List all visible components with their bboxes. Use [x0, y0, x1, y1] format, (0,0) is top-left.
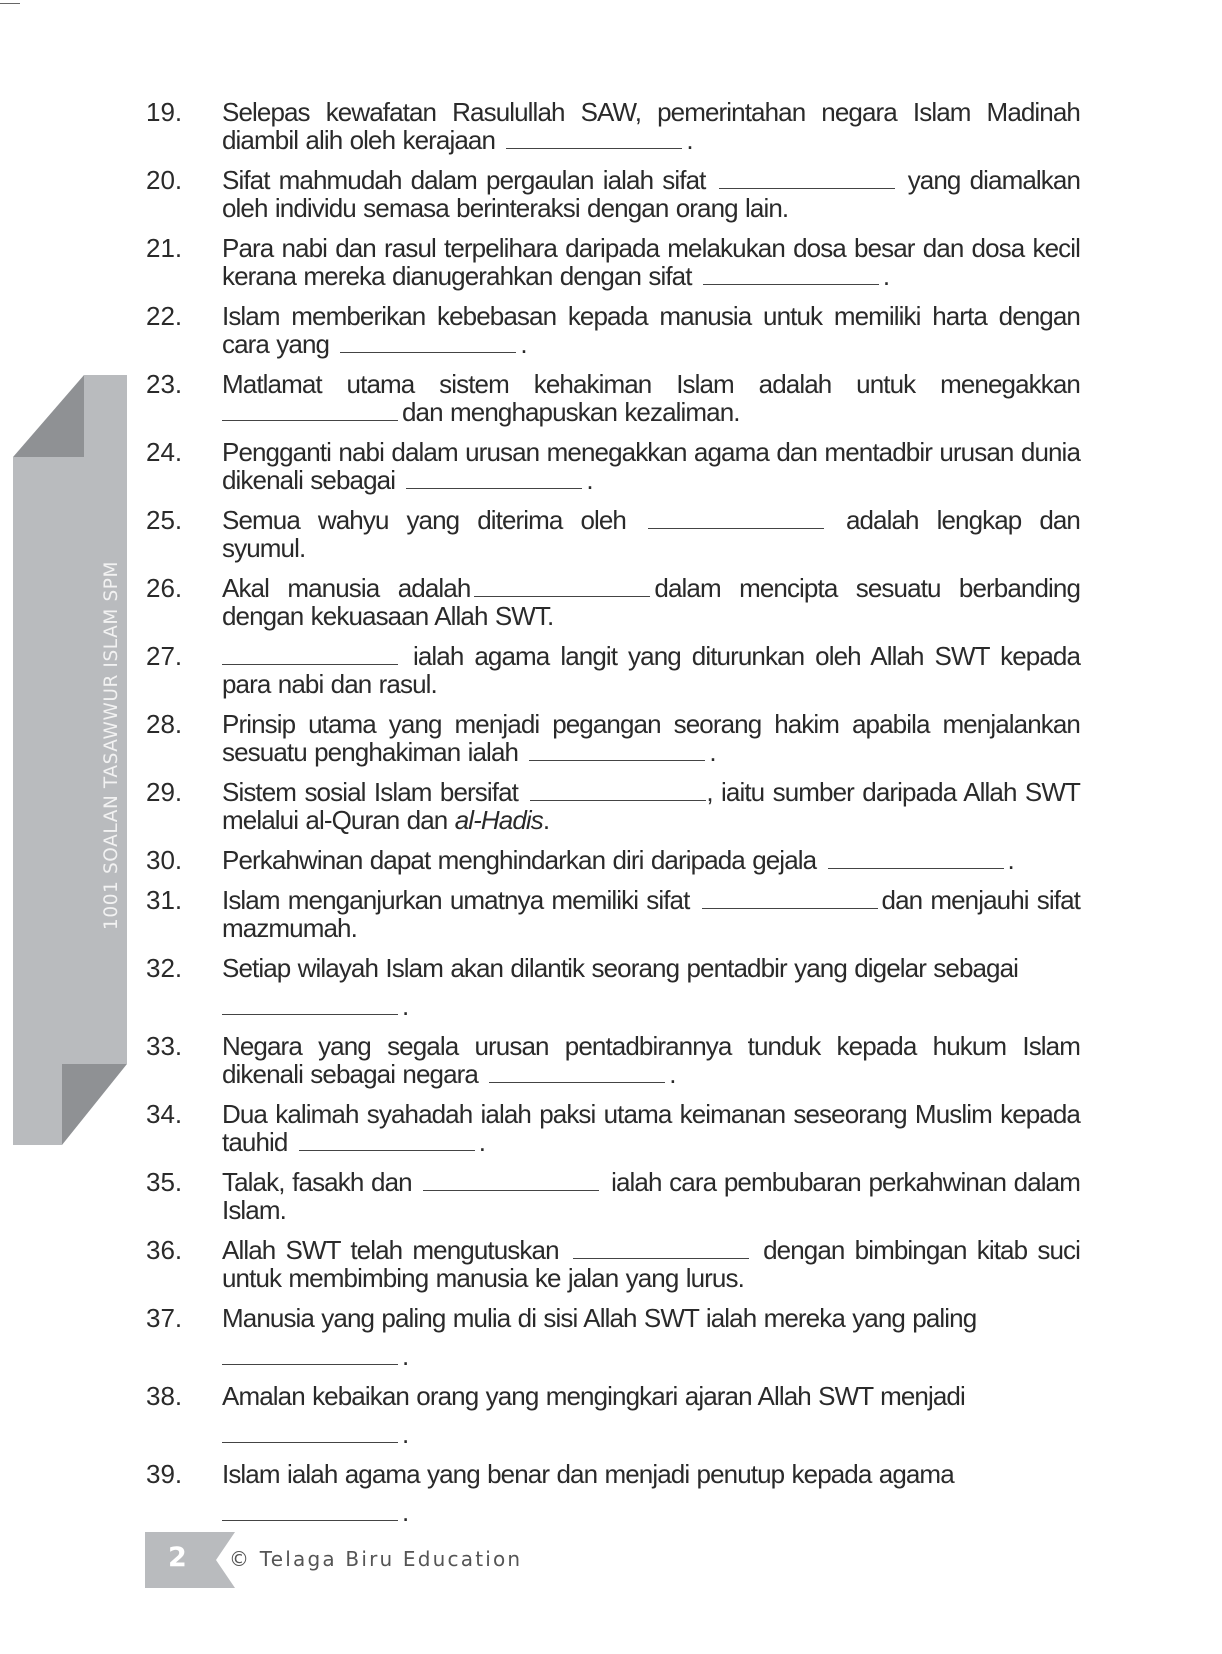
question-text: Selepas kewafatan Rasulullah SAW, pemerintahan negara Islam Madinah diambil alih oleh kerajaan . — [222, 97, 1080, 155]
question-text: Para nabi dan rasul terpelihara daripada melakukan dosa besar dan dosa kecil kerana mereka dianugerahkan dengan sifat . — [222, 233, 1080, 291]
answer-blank[interactable] — [702, 890, 878, 909]
question-number: 20. — [146, 165, 183, 195]
answer-blank[interactable] — [489, 1064, 665, 1083]
question-text: Sistem sosial Islam bersifat , iaitu sumber daripada Allah SWT melalui al-Quran dan al-Hadis. — [222, 777, 1080, 835]
question-number: 36. — [146, 1235, 183, 1265]
question-number: 22. — [146, 301, 183, 331]
answer-blank[interactable] — [423, 1172, 599, 1191]
page-fold-top-icon — [13, 375, 84, 457]
question-text: Setiap wilayah Islam akan dilantik seorang pentadbir yang digelar sebagai . — [222, 953, 1019, 1021]
answer-blank[interactable] — [222, 1502, 398, 1521]
answer-blank[interactable] — [530, 782, 706, 801]
question-19 — [146, 98, 1080, 154]
question-number: 39. — [146, 1459, 183, 1489]
question-number: 29. — [146, 777, 183, 807]
question-39 — [146, 1460, 1080, 1526]
question-number: 35. — [146, 1167, 183, 1197]
question-number: 33. — [146, 1031, 183, 1061]
answer-blank[interactable] — [506, 130, 682, 149]
question-number: 25. — [146, 505, 183, 535]
question-number: 34. — [146, 1099, 183, 1129]
question-25 — [146, 506, 1080, 562]
question-32 — [146, 954, 1080, 1020]
question-number: 24. — [146, 437, 183, 467]
question-29 — [146, 778, 1080, 834]
page-fold-bottom-icon — [62, 1064, 127, 1145]
answer-blank[interactable] — [703, 266, 879, 285]
question-number: 26. — [146, 573, 183, 603]
question-28 — [146, 710, 1080, 766]
question-text: Sifat mahmudah dalam pergaulan ialah sifat yang diamalkan oleh individu semasa berinteraksi dengan orang lain. — [222, 165, 1081, 223]
crop-mark — [0, 3, 20, 4]
answer-blank[interactable] — [573, 1240, 749, 1259]
question-23 — [146, 370, 1080, 426]
question-text: Perkahwinan dapat menghindarkan diri daripada gejala . — [222, 845, 1014, 875]
question-text: Pengganti nabi dalam urusan menegakkan agama dan mentadbir urusan dunia dikenali sebagai . — [222, 437, 1080, 495]
question-number: 21. — [146, 233, 183, 263]
question-31 — [146, 886, 1080, 942]
answer-blank[interactable] — [719, 170, 895, 189]
answer-blank[interactable] — [222, 996, 398, 1015]
answer-blank[interactable] — [222, 646, 398, 665]
question-text: Matlamat utama sistem kehakiman Islam adalah untuk menegakkan dan menghapuskan kezaliman. — [222, 369, 1080, 427]
question-number: 23. — [146, 369, 183, 399]
question-text: Islam ialah agama yang benar dan menjadi penutup kepada agama . — [222, 1459, 954, 1527]
question-text: Semua wahyu yang diterima oleh adalah lengkap dan syumul. — [222, 505, 1080, 563]
question-37 — [146, 1304, 1080, 1370]
question-34 — [146, 1100, 1080, 1156]
question-number: 38. — [146, 1381, 183, 1411]
question-35 — [146, 1168, 1080, 1224]
question-number: 28. — [146, 709, 183, 739]
page-number: 2 — [168, 1542, 187, 1573]
answer-blank[interactable] — [222, 1424, 398, 1443]
answer-blank[interactable] — [828, 850, 1004, 869]
question-text: Negara yang segala urusan pentadbirannya tunduk kepada hukum Islam dikenali sebagai negara . — [222, 1031, 1080, 1089]
answer-blank[interactable] — [529, 742, 705, 761]
question-22 — [146, 302, 1080, 358]
page-number-badge — [145, 1532, 235, 1588]
answer-blank[interactable] — [406, 470, 582, 489]
answer-blank[interactable] — [222, 402, 398, 421]
question-text: Dua kalimah syahadah ialah paksi utama keimanan seseorang Muslim kepada tauhid . — [222, 1099, 1080, 1157]
question-30 — [146, 846, 1080, 874]
copyright-text: © Telaga Biru Education — [229, 1547, 523, 1571]
question-text: Amalan kebaikan orang yang mengingkari ajaran Allah SWT menjadi . — [222, 1381, 965, 1449]
question-number: 31. — [146, 885, 183, 915]
question-text: Akal manusia adalah dalam mencipta sesuatu berbanding dengan kekuasaan Allah SWT. — [222, 573, 1081, 631]
question-21 — [146, 234, 1080, 290]
question-text: Manusia yang paling mulia di sisi Allah SWT ialah mereka yang paling . — [222, 1303, 977, 1371]
question-38 — [146, 1382, 1080, 1448]
question-number: 19. — [146, 97, 183, 127]
answer-blank[interactable] — [340, 334, 516, 353]
question-text: Prinsip utama yang menjadi pegangan seorang hakim apabila menjalankan sesuatu penghakiman ialah . — [222, 709, 1080, 767]
answer-blank[interactable] — [648, 510, 824, 529]
question-text: ialah agama langit yang diturunkan oleh Allah SWT kepada para nabi dan rasul. — [222, 641, 1080, 699]
question-number: 30. — [146, 845, 183, 875]
question-33 — [146, 1032, 1080, 1088]
question-text: Islam memberikan kebebasan kepada manusia untuk memiliki harta dengan cara yang . — [222, 301, 1080, 359]
question-text: Talak, fasakh dan ialah cara pembubaran perkahwinan dalam Islam. — [222, 1167, 1080, 1225]
question-20 — [146, 166, 1080, 222]
question-text: Islam menganjurkan umatnya memiliki sifat dan menjauhi sifat mazmumah. — [222, 885, 1080, 943]
book-title-vertical: 1001 SOALAN TASAWWUR ISLAM SPM — [101, 560, 122, 930]
answer-blank[interactable] — [299, 1132, 475, 1151]
answer-blank[interactable] — [474, 578, 650, 597]
question-number: 37. — [146, 1303, 183, 1333]
question-26 — [146, 574, 1080, 630]
question-number: 27. — [146, 641, 183, 671]
question-24 — [146, 438, 1080, 494]
question-number: 32. — [146, 953, 183, 983]
answer-blank[interactable] — [222, 1346, 398, 1365]
question-36 — [146, 1236, 1080, 1292]
question-text: Allah SWT telah mengutuskan dengan bimbingan kitab suci untuk membimbing manusia ke jalan yang lurus. — [222, 1235, 1081, 1293]
question-list — [146, 98, 1080, 1538]
question-27 — [146, 642, 1080, 698]
